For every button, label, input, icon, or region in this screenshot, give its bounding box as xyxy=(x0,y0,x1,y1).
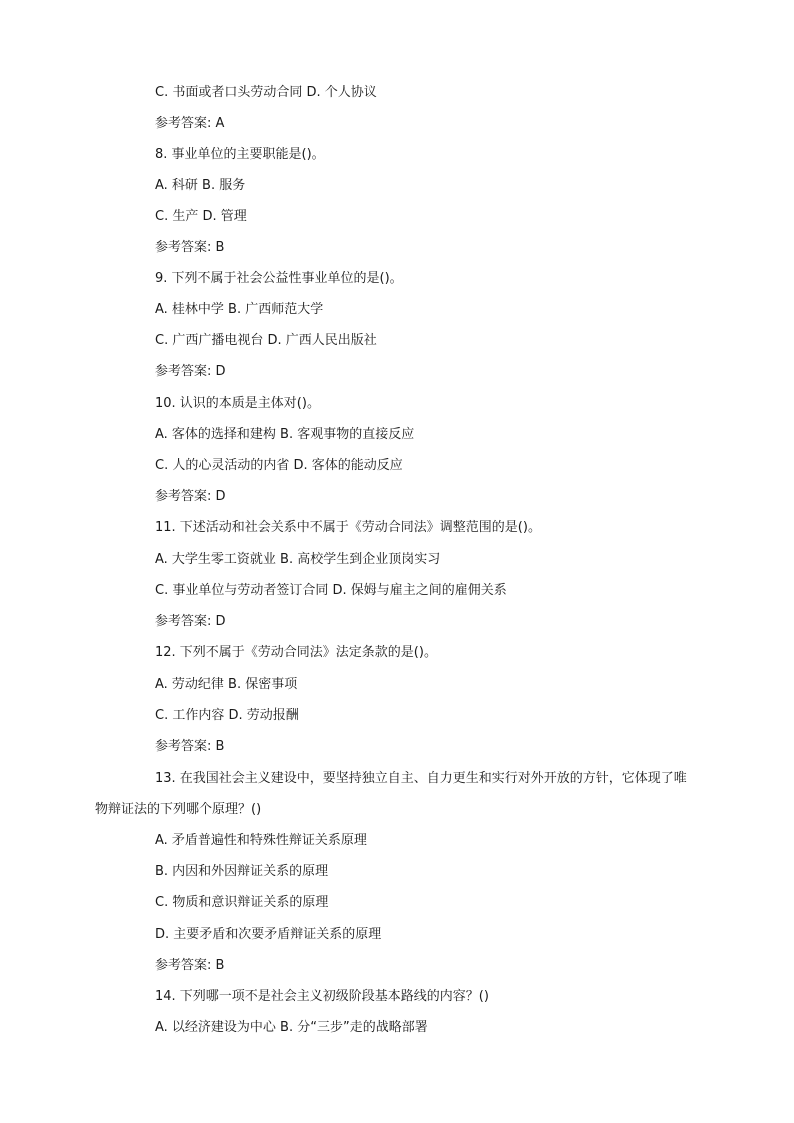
answer-line: 参考答案: B xyxy=(155,739,225,754)
option-line: D. 主要矛盾和次要矛盾辩证关系的原理 xyxy=(155,927,382,942)
answer-line: 参考答案: B xyxy=(155,958,225,973)
option-line: C. 生产 D. 管理 xyxy=(155,209,247,224)
question-14: 14. 下列哪一项不是社会主义初级阶段基本路线的内容？() xyxy=(155,989,489,1004)
option-line: A. 桂林中学 B. 广西师范大学 xyxy=(155,302,324,317)
answer-line: 参考答案: B xyxy=(155,240,225,255)
option-line: C. 事业单位与劳动者签订合同 D. 保姆与雇主之间的雇佣关系 xyxy=(155,583,507,598)
question-10: 10. 认识的本质是主体对()。 xyxy=(155,396,320,411)
question-12: 12. 下列不属于《劳动合同法》法定条款的是()。 xyxy=(155,645,437,660)
option-line: C. 人的心灵活动的内省 D. 客体的能动反应 xyxy=(155,458,403,473)
option-line: C. 广西广播电视台 D. 广西人民出版社 xyxy=(155,333,377,348)
option-line: C. 书面或者口头劳动合同 D. 个人协议 xyxy=(155,85,377,100)
option-line: B. 内因和外因辩证关系的原理 xyxy=(155,864,329,879)
question-9: 9. 下列不属于社会公益性事业单位的是()。 xyxy=(155,271,403,286)
option-line: A. 劳动纪律 B. 保密事项 xyxy=(155,677,298,692)
answer-line: 参考答案: D xyxy=(155,614,226,629)
option-line: C. 物质和意识辩证关系的原理 xyxy=(155,895,329,910)
question-8: 8. 事业单位的主要职能是()。 xyxy=(155,147,325,162)
answer-line: 参考答案: D xyxy=(155,364,226,379)
option-line: A. 大学生零工资就业 B. 高校学生到企业顶岗实习 xyxy=(155,552,441,567)
option-line: A. 矛盾普遍性和特殊性辩证关系原理 xyxy=(155,833,367,848)
answer-line: 参考答案: D xyxy=(155,489,226,504)
answer-line: 参考答案: A xyxy=(155,116,225,131)
question-11: 11. 下述活动和社会关系中不属于《劳动合同法》调整范围的是()。 xyxy=(155,520,541,535)
option-line: A. 客体的选择和建构 B. 客观事物的直接反应 xyxy=(155,427,415,442)
option-line: A. 科研 B. 服务 xyxy=(155,178,246,193)
question-13: 13. 在我国社会主义建设中，要坚持独立自主、自力更生和实行对外开放的方针，它体现了唯物辩证法的下列哪个原理？() xyxy=(95,771,687,817)
option-line: C. 工作内容 D. 劳动报酬 xyxy=(155,708,299,723)
option-line: A. 以经济建设为中心 B. 分“三步”走的战略部署 xyxy=(155,1020,428,1035)
